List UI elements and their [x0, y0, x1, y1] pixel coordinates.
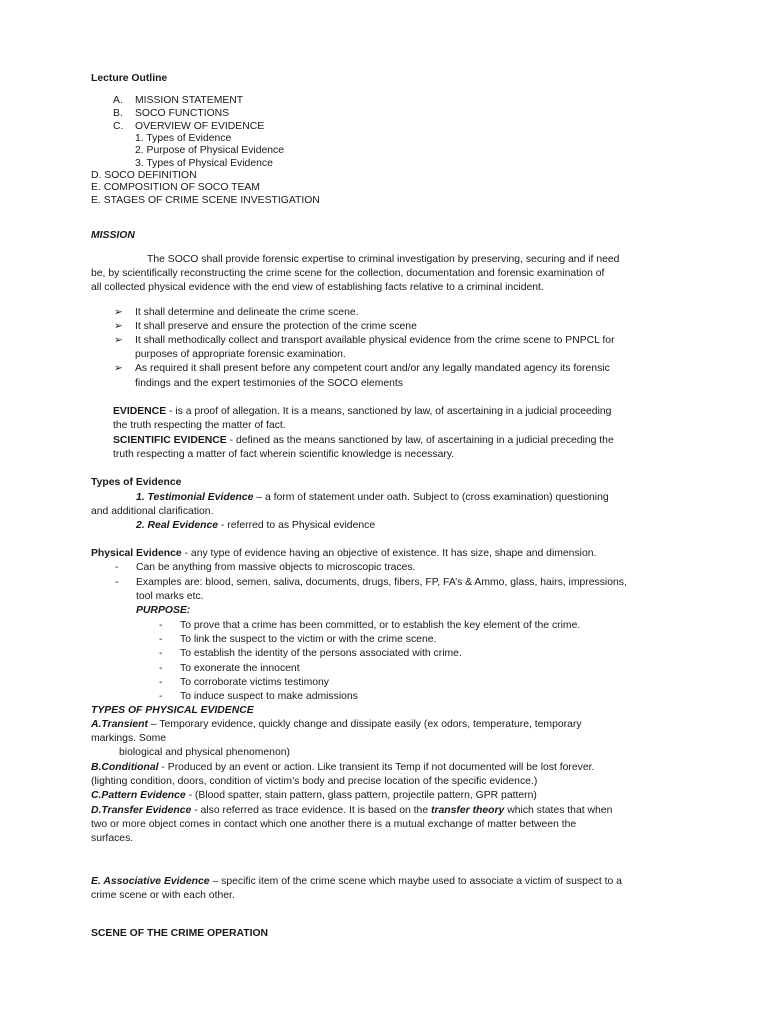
purpose-item: To establish the identity of the persons associated with crime. [180, 648, 462, 659]
transient-def-continued: markings. Some [91, 733, 167, 744]
scientific-evidence-def-continued: truth respecting a matter of fact wherein scientific knowledge is necessary. [113, 449, 455, 460]
evidence-term: EVIDENCE [113, 406, 167, 417]
transfer-evidence [91, 804, 612, 818]
physical-evidence-item: Can be anything from massive objects to microscopic traces. [136, 562, 416, 573]
evidence-definition [113, 405, 611, 419]
outline-sub-item: 3. Types of Physical Evidence [135, 158, 273, 169]
dash-bullet-icon: - [159, 648, 163, 659]
testimonial-evidence-continued: and additional clarification. [91, 506, 214, 517]
purpose-item: To corroborate victims testimony [180, 677, 329, 688]
outline-title: Lecture Outline [91, 73, 168, 84]
mission-bullet: It shall preserve and ensure the protection of the crime scene [135, 321, 417, 332]
mission-bullet-continued: purposes of appropriate forensic examination. [135, 349, 346, 360]
bullet-arrow-icon: ➢ [114, 363, 123, 374]
transfer-term: D.Transfer Evidence [91, 805, 192, 816]
physical-evidence [91, 547, 596, 561]
dash-bullet-icon: - [115, 562, 119, 573]
associative-def: – specific item of the crime scene which maybe used to associate a victim of suspect to a [209, 876, 622, 887]
evidence-def-text: - is a proof of allegation. It is a means, sanctioned by law, of ascertaining in a judicial proceeding [166, 406, 612, 417]
transfer-theory-term: transfer theory [431, 805, 505, 816]
types-physical-evidence-title: TYPES OF PHYSICAL EVIDENCE [91, 705, 254, 716]
transient-def: – Temporary evidence, quickly change and dissipate easily (ex odors, temperature, temporary [147, 719, 582, 730]
associative-evidence [91, 875, 622, 889]
outline-item-soco-functions: SOCO FUNCTIONS [135, 108, 230, 119]
physical-evidence-item-continued: tool marks etc. [136, 591, 204, 602]
dash-bullet-icon: - [159, 663, 163, 674]
real-evidence-def: - referred to as Physical evidence [218, 520, 376, 531]
conditional-def: - Produced by an event or action. Like transient its Temp if not documented will be lost forever. [158, 762, 595, 773]
pattern-def: - (Blood spatter, stain pattern, glass pattern, projectile pattern, GPR pattern) [185, 790, 537, 801]
mission-title: MISSION [91, 230, 135, 241]
types-of-evidence-title: Types of Evidence [91, 477, 182, 488]
transfer-def: - also referred as trace evidence. It is based on the [191, 805, 431, 816]
transient-def-continued: biological and physical phenomenon) [119, 747, 290, 758]
outline-item-mission: MISSION STATEMENT [135, 95, 244, 106]
outline-sub-item: 1. Types of Evidence [135, 133, 232, 144]
outline-letter-c: C. [113, 121, 124, 132]
pattern-evidence [91, 789, 537, 803]
transfer-def-end: which states that when [504, 805, 613, 816]
associative-term: E. Associative Evidence [91, 876, 210, 887]
outline-item-overview: OVERVIEW OF EVIDENCE [135, 121, 265, 132]
outline-item-e1: E. COMPOSITION OF SOCO TEAM [91, 182, 260, 193]
mission-bullet: It shall determine and delineate the crime scene. [135, 307, 359, 318]
testimonial-evidence-term: 1. Testimonial Evidence [136, 492, 254, 503]
real-evidence [136, 519, 375, 533]
transfer-def-continued: two or more object comes in contact which one another there is a mutual exchange of matter between the [91, 819, 577, 830]
testimonial-evidence-def: – a form of statement under oath. Subject to (cross examination) questioning [253, 492, 609, 503]
bullet-arrow-icon: ➢ [114, 335, 123, 346]
conditional-evidence [91, 761, 594, 775]
dash-bullet-icon: - [159, 677, 163, 688]
transient-term: A.Transient [91, 719, 148, 730]
outline-letter-b: B. [113, 108, 123, 119]
mission-bullet-continued: findings and the expert testimonies of the SOCO elements [135, 378, 403, 389]
associative-def-continued: crime scene or with each other. [91, 890, 235, 901]
outline-item-e2: E. STAGES OF CRIME SCENE INVESTIGATION [91, 195, 320, 206]
outline-sub-item: 2. Purpose of Physical Evidence [135, 145, 285, 156]
dash-bullet-icon: - [159, 634, 163, 645]
physical-evidence-def: - any type of evidence having an objective of existence. It has size, shape and dimension. [181, 548, 597, 559]
dash-bullet-icon: - [159, 691, 163, 702]
purpose-title: PURPOSE: [136, 605, 191, 616]
pattern-term: C.Pattern Evidence [91, 790, 186, 801]
mission-paragraph-line: all collected physical evidence with the end view of establishing facts relative to a criminal incident. [91, 282, 544, 293]
outline-letter-a: A. [113, 95, 123, 106]
scene-operation-title: SCENE OF THE CRIME OPERATION [91, 928, 269, 939]
physical-evidence-item: Examples are: blood, semen, saliva, documents, drugs, fibers, FP, FA’s & Ammo, glass, hairs, impressions, [136, 577, 627, 588]
purpose-item: To exonerate the innocent [180, 663, 300, 674]
bullet-arrow-icon: ➢ [114, 321, 123, 332]
mission-paragraph-line: be, by scientifically reconstructing the crime scene for the collection, documentation and forensic examination of [91, 268, 605, 279]
mission-bullet: It shall methodically collect and transport available physical evidence from the crime scene to PNPCL for [135, 335, 615, 346]
conditional-def-continued: (lighting condition, doors, condition of victim’s body and precise location of the specific evidence.) [91, 776, 538, 787]
transient-evidence [91, 718, 582, 732]
evidence-def-continued: the truth respecting the matter of fact. [113, 420, 286, 431]
outline-item-d: D. SOCO DEFINITION [91, 170, 197, 181]
scientific-evidence-def-text: - defined as the means sanctioned by law, of ascertaining in a judicial preceding the [226, 435, 614, 446]
purpose-item: To prove that a crime has been committed, or to establish the key element of the crime. [180, 620, 581, 631]
bullet-arrow-icon: ➢ [114, 307, 123, 318]
purpose-item: To link the suspect to the victim or with the crime scene. [180, 634, 437, 645]
testimonial-evidence [136, 491, 609, 505]
mission-paragraph-line: The SOCO shall provide forensic expertise to criminal investigation by preserving, securing and if need [147, 254, 620, 265]
scientific-evidence-term: SCIENTIFIC EVIDENCE [113, 435, 227, 446]
transfer-def-continued: surfaces. [91, 833, 134, 844]
real-evidence-term: 2. Real Evidence [136, 520, 219, 531]
conditional-term: B.Conditional [91, 762, 159, 773]
dash-bullet-icon: - [159, 620, 163, 631]
dash-bullet-icon: - [115, 577, 119, 588]
purpose-item: To induce suspect to make admissions [180, 691, 358, 702]
mission-bullet: As required it shall present before any competent court and/or any legally mandated agency its forensic [135, 363, 610, 374]
scientific-evidence-definition [113, 434, 614, 448]
physical-evidence-term: Physical Evidence [91, 548, 182, 559]
